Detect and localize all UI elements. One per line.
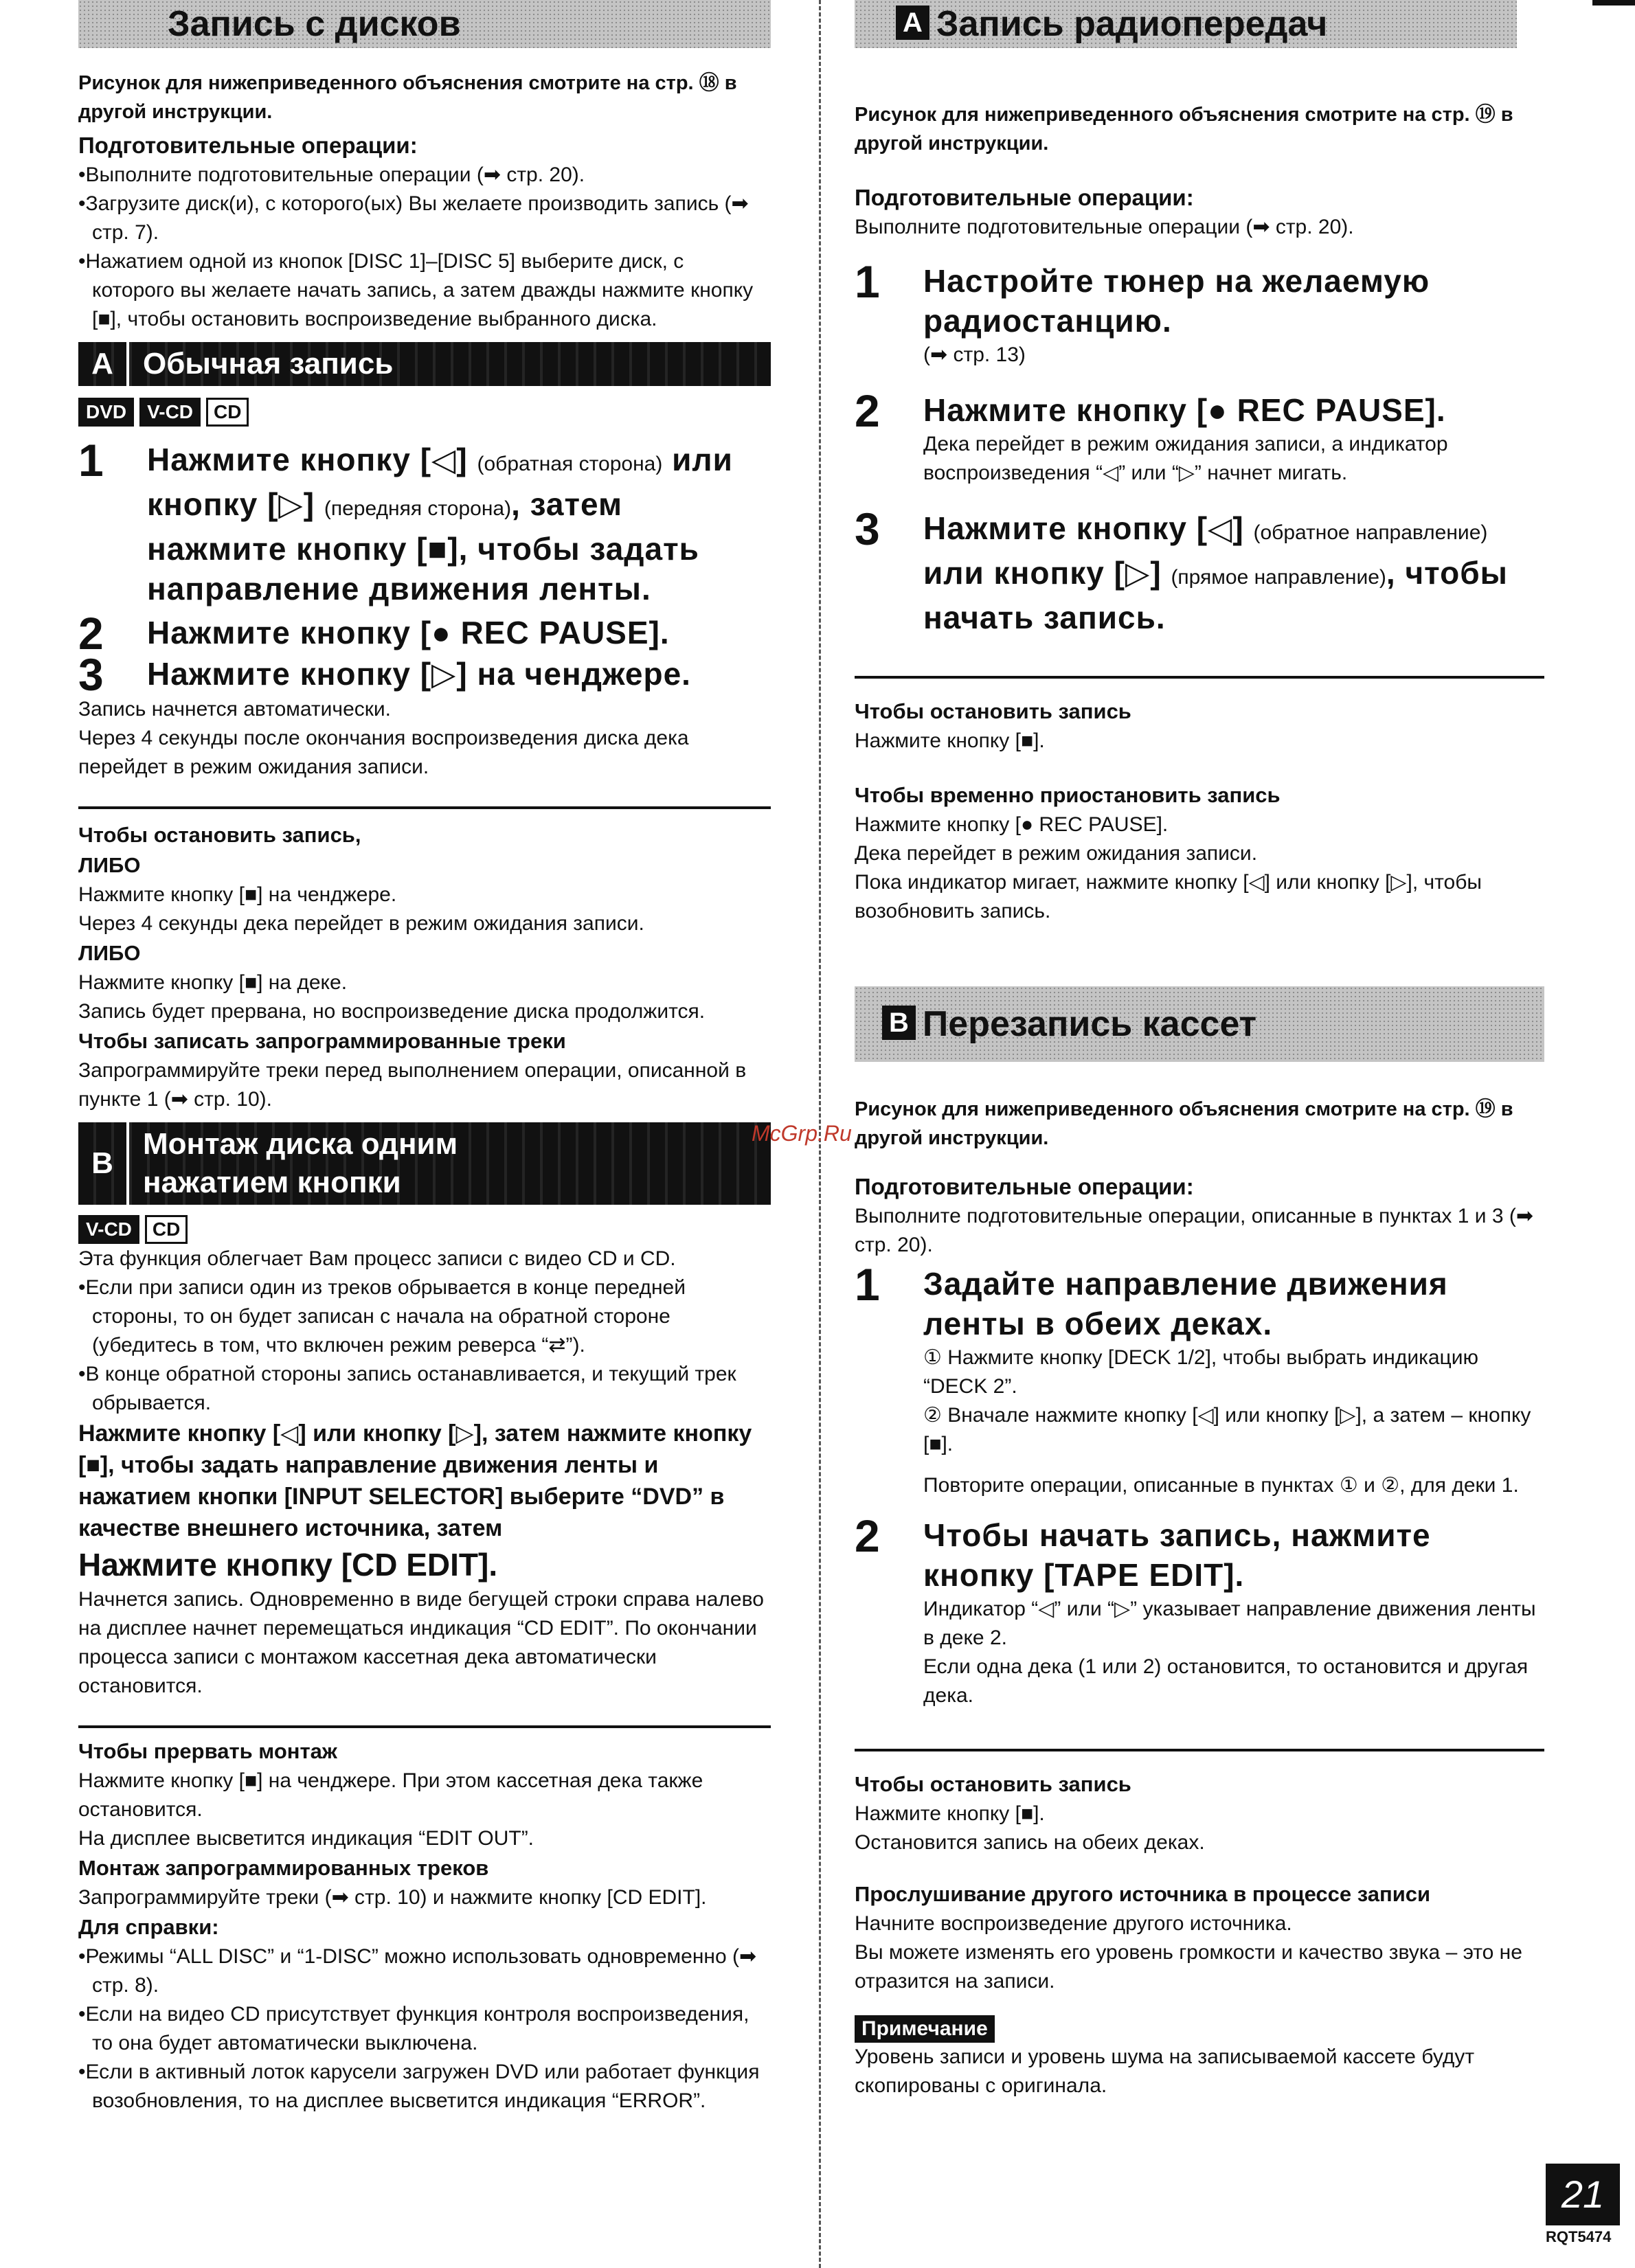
right-b-title: Перезапись кассет [922,1004,1257,1044]
section-a-banner [78,342,771,386]
dub-stop-text: Нажмите кнопку [■]. [855,1802,1045,1825]
ref-item: •Если на видео CD присутствует функция контроля воспроизведения, то она будет автоматически выключена. [78,2003,749,2054]
step-text: Нажмите кнопку [▷] на ченджере. [147,656,691,692]
step3-part: , чтобы начать запись. [923,555,1508,635]
b-instruction: Нажмите кнопку [◁] или кнопку [▷], затем нажмите кнопку [■], чтобы задать направление движения ленты и нажатием кнопки [INPUT SELECTOR] выберите “DVD” в качестве внешнего источника, затем [78,1420,752,1541]
b-prog-heading: Монтаж запрограммированных треков [78,1856,489,1880]
stop-text: Нажмите кнопку [■] на деке. [78,971,348,994]
dub-step-1 [855,1259,1544,1500]
left-intro: Рисунок для нижеприведенного объяснения смотрите на стр. ⑱ в другой инструкции. [78,72,737,123]
b-bullet: •В конце обратной стороны запись останавливается, и текущий трек обрывается. [78,1363,736,1414]
radio-step-3 [855,503,1544,637]
step-sub: Дека перейдет в режим ожидания записи, а индикатор воспроизведения “◁” или “▷” начнет мигать. [923,433,1448,484]
left-prep-item: •Загрузите диск(и), с которого(ых) Вы желаете производить запись (➡ стр. 7). [78,192,749,244]
dub-stop-heading: Чтобы остановить запись [855,1772,1131,1796]
note-text: Уровень записи и уровень шума на записываемой кассете будут скопированы с оригинала. [855,2045,1475,2097]
badge-dvd: DVD [78,398,134,427]
section-b-letter: B [78,1122,129,1205]
either-label: ЛИБО [78,853,141,877]
note-label: Примечание [855,2015,995,2043]
right-b-prep-text: Выполните подготовительные операции, описанные в пунктах 1 и 3 (➡ стр. 20). [855,1205,1534,1256]
right-b-banner [855,986,1544,1062]
prog-heading: Чтобы записать запрограммированные треки [78,1029,566,1053]
badge-vcd: V-CD [139,398,201,427]
right-column [855,0,1544,2100]
radio-step-2 [855,385,1544,488]
step-text: Нажмите кнопку [● REC PAUSE]. [147,615,670,650]
listen-heading: Прослушивание другого источника в процессе записи [855,1882,1431,1906]
step-1 [78,435,771,609]
step-number: 3 [855,503,880,554]
step-text: Настройте тюнер на желаемую радиостанцию. [923,263,1430,339]
left-prep-item: •Выполните подготовительные операции (➡ стр. 20). [78,163,585,186]
step3-part: или кнопку [▷] [923,555,1162,591]
disc-badges-b [78,1214,771,1245]
b-intro: Эта функция облегчает Вам процесс записи с видео CD и CD. [78,1247,676,1270]
step1-part: , затем нажмите кнопку [■], чтобы задать направление движения ленты. [147,486,699,606]
b-prog-text: Запрограммируйте треки (➡ стр. 10) и нажмите кнопку [CD EDIT]. [78,1886,707,1909]
stop-text: Запись будет прервана, но воспроизведение диска продолжится. [78,1000,706,1023]
separator [855,1749,1544,1751]
left-prep-item: •Нажатием одной из кнопок [DISC 1]–[DISC 5] выберите диск, с которого вы желаете начать запись, а затем дважды нажмите кнопку [■], чтобы остановить воспроизведение выбранного диска. [78,250,754,330]
interrupt-text: На дисплее высветится индикация “EDIT OUT”. [78,1827,534,1850]
stop-heading: Чтобы остановить запись, [78,823,361,847]
after-text: Через 4 секунды после окончания воспроизведения диска дека перейдет в режим ожидания записи. [78,727,689,778]
badge-cd: CD [206,398,249,427]
section-b-title: Монтаж диска одним нажатием кнопки [143,1127,458,1199]
step-sub: ② Вначале нажмите кнопку [◁] или кнопку [▷], а затем – кнопку [■]. [923,1404,1531,1455]
ref-item: •Если в активный лоток карусели загружен DVD или работает функция возобновления, то на дисплее высветится индикация “ERROR”. [78,2061,760,2112]
step1-note: (обратная сторона) [477,453,663,475]
right-a-prep-heading: Подготовительные операции: [855,185,1194,210]
b-big-instruction: Нажмите кнопку [CD EDIT]. [78,1547,498,1583]
page-number: 21 [1546,2164,1620,2225]
corner-mark [1592,0,1635,5]
listen-text: Вы можете изменять его уровень громкости и качество звука – это не отразится на записи. [855,1941,1522,1993]
stop-text: Через 4 секунды дека перейдет в режим ожидания записи. [78,912,644,935]
step3-note: (обратное направление) [1253,521,1488,544]
step-number: 2 [855,1510,880,1561]
b-bullet: •Если при записи один из треков обрывается в конце передней стороны, то он будет записан с начала на обратной стороне (убедитесь в том, что включен режим реверса “⇄”). [78,1276,686,1357]
step-sub: Индикатор “◁” или “▷” указывает направление движения ленты в деке 2. [923,1598,1536,1649]
dub-step-2 [855,1510,1544,1710]
step-sub: Если одна дека (1 или 2) остановится, то остановится и другая дека. [923,1655,1529,1707]
step1-note: (передняя сторона) [324,497,512,520]
step-number: 1 [78,435,104,486]
step-number: 3 [78,649,104,700]
after-text: Запись начнется автоматически. [78,698,391,721]
right-a-title: Запись радиопередач [936,4,1328,44]
step-sub: (➡ стр. 13) [923,343,1026,366]
interrupt-text: Нажмите кнопку [■] на ченджере. При этом кассетная дека также остановится. [78,1769,703,1821]
right-a-prep-text: Выполните подготовительные операции (➡ стр. 20). [855,216,1354,238]
radio-pause-heading: Чтобы временно приостановить запись [855,783,1281,807]
right-a-intro: Рисунок для нижеприведенного объяснения смотрите на стр. ⑲ в другой инструкции. [855,104,1513,155]
stop-text: Нажмите кнопку [■] на ченджере. [78,883,397,906]
right-b-letter: B [882,1006,916,1040]
doc-code: RQT5474 [1546,2228,1612,2245]
step3-note: (прямое направление) [1171,566,1386,589]
radio-pause-text: Нажмите кнопку [● REC PAUSE]. [855,813,1169,836]
watermark: McGrp.Ru [752,1121,852,1146]
right-b-intro: Рисунок для нижеприведенного объяснения смотрите на стр. ⑲ в другой инструкции. [855,1098,1513,1149]
either-label: ЛИБО [78,941,141,965]
step1-part: Нажмите кнопку [◁] [147,442,468,477]
step-number: 2 [78,608,104,659]
badge-cd: CD [145,1215,188,1244]
section-a-title: Обычная запись [143,347,394,381]
listen-text: Начните воспроизведение другого источника. [855,1912,1292,1935]
interrupt-heading: Чтобы прервать монтаж [78,1739,337,1763]
right-a-letter: A [896,5,929,40]
separator [78,806,771,809]
right-b-prep-heading: Подготовительные операции: [855,1174,1194,1199]
step-text: Задайте направление движения ленты в обеих деках. [923,1266,1448,1341]
step-number: 1 [855,256,880,307]
right-a-banner [855,0,1517,48]
page-title: Запись с дисков [168,4,461,44]
badge-vcd: V-CD [78,1215,139,1244]
radio-step-1 [855,256,1544,370]
left-column [78,0,771,2116]
b-after: Начнется запись. Одновременно в виде бегущей строки справа налево на дисплее начнет перемещаться индикация “CD EDIT”. По окончании процесса записи с монтажом кассетная дека автоматически остановится. [78,1588,764,1697]
step-text [923,508,1544,637]
radio-stop-heading: Чтобы остановить запись [855,699,1131,723]
step-2 [78,608,771,659]
step-number: 2 [855,385,880,436]
step-3 [78,649,771,700]
radio-pause-text: Пока индикатор мигает, нажмите кнопку [◁] или кнопку [▷], чтобы возобновить запись. [855,871,1482,922]
left-title-banner [78,0,771,48]
step-sub: Повторите операции, описанные в пунктах ① и ②, для деки 1. [923,1474,1519,1497]
radio-stop-text: Нажмите кнопку [■]. [855,729,1045,752]
step-sub: ① Нажмите кнопку [DECK 1/2], чтобы выбрать индикацию “DECK 2”. [923,1346,1478,1398]
dub-stop-text: Остановится запись на обеих деках. [855,1831,1205,1854]
disc-badges-a [78,397,771,427]
separator [855,676,1544,679]
section-b-banner [78,1122,771,1205]
step-text: Чтобы начать запись, нажмите кнопку [TAPE EDIT]. [923,1517,1431,1593]
section-a-letter: A [78,342,129,386]
prog-text: Запрограммируйте треки перед выполнением операции, описанной в пункте 1 (➡ стр. 10). [78,1059,747,1111]
step3-part: Нажмите кнопку [◁] [923,510,1244,546]
step-number: 1 [855,1259,880,1310]
separator [78,1725,771,1728]
step-text [147,440,771,609]
step1-part: или кнопку [▷] [147,442,733,522]
step-text: Нажмите кнопку [● REC PAUSE]. [923,392,1446,428]
ref-item: •Режимы “ALL DISC” и “1-DISC” можно использовать одновременно (➡ стр. 8). [78,1945,757,1997]
note-block [855,2015,1544,2100]
left-prep-heading: Подготовительные операции: [78,133,418,158]
radio-pause-text: Дека перейдет в режим ожидания записи. [855,842,1258,865]
ref-heading: Для справки: [78,1915,219,1939]
